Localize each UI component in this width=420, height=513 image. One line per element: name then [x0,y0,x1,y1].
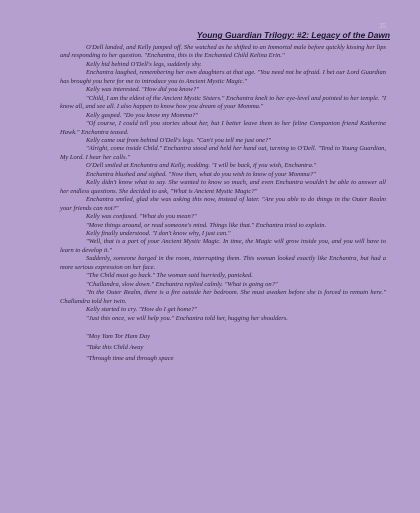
running-header: Young Guardian Trilogy: #2: Legacy of the Dawn [196,30,390,40]
paragraph: "Move things around, or read someone's mind. Things like that." Enchantra tried to explain. [86,221,327,229]
paragraph: Suddenly, someone barged in the room, interrupting them. This woman looked exactly like Enchantra, but had a more serious expression on her face. [60,255,386,271]
paragraph: "Child, I am the eldest of the Ancient Mystic Sisters." Enchantra knelt to her eye-level and pointed to her temple. "I know all, and see all. I also happen to know how you dream of your Momma." [60,94,386,111]
paragraph: Kelly started to cry. "How do I get home?" [86,306,198,314]
page-number: 35 [379,22,386,30]
paragraph: "Alright, come inside Child." Enchantra stood and held her hand out, turning to O'Dell. "Tend to Young Guardian, My Lord. I hear her calls." [60,145,386,161]
verse-line: "Moy Yam Tor Ham Day [86,332,151,340]
paragraph: "The Child must go back." The woman said hurriedly, panicked. [86,272,253,280]
paragraph: Kelly was confused. "What do you mean?" [86,213,197,221]
paragraph: Enchantra laughed, remembering her own daughters at that age. "You need not be afraid. I bet our Lord Guardian has brought you here for me to introduce you to Ancient Mystic Magic." [60,69,386,85]
paragraph: O'Dell landed, and Kelly jumped off. She watched as he shifted to an Immortal male before quickly kissing her lips and responding to her question. "Enchantra, this is the Enchanted Child Kelina Erin." [60,44,386,60]
paragraph: "Challandra, slow down." Enchantra replied calmly. "What is going on?" [86,280,278,288]
paragraph: "Just this once, we will help you." Enchantra told her, hugging her shoulders. [86,314,288,322]
paragraph: Kelly finally understood. "I don't know why, I just can." [86,229,231,237]
paragraph: "Well, that is a part of your Ancient Mystic Magic. In time, the Magic will grow inside you, and you will have to learn to develop it." [60,238,386,254]
paragraph: Kelly was interested. "How did you know?" [86,86,199,94]
paragraph: Kelly hid behind O'Dell's legs, suddenly shy. [86,60,202,68]
paragraph: O'Dell smiled at Enchantra and Kelly, nodding. "I will be back, if you wish, Enchantra." [86,162,317,170]
incantation-verse [60,331,386,364]
paragraph: "In the Outer Realm, there is a fire outside her bedroom. She must awaken before she is forced to remain here." Challandra told her twin. [60,289,386,305]
body-text [60,44,386,364]
verse-line: "Take this Child Away [86,343,144,351]
paragraph: Kelly gasped. "Do you know my Momma?" [86,111,199,119]
paragraph: Enchantra blushed and sighed. "Now then, what do you wish to know of your Momma?" [86,170,316,178]
paragraph: Enchantra smiled, glad she was asking this now, instead of later. "Are you able to do things in the Outer Realm your friends can not?" [60,196,386,212]
paragraph: "Of course, I could tell you stories about her, but I better leave them to her feline Companion friend Katherine Hawk." Enchantra teased. [60,120,386,136]
paragraph: Kelly came out from behind O'Dell's legs. "Can't you tell me just one?" [86,136,272,144]
verse-line: "Through time and through space [86,354,174,362]
paragraph: Kelly didn't know what to say. She wanted to know so much, and even Enchantra wouldn't be able to answer all her endless questions. She decided to ask, "What is Ancient Mystic Magic?" [60,179,386,195]
